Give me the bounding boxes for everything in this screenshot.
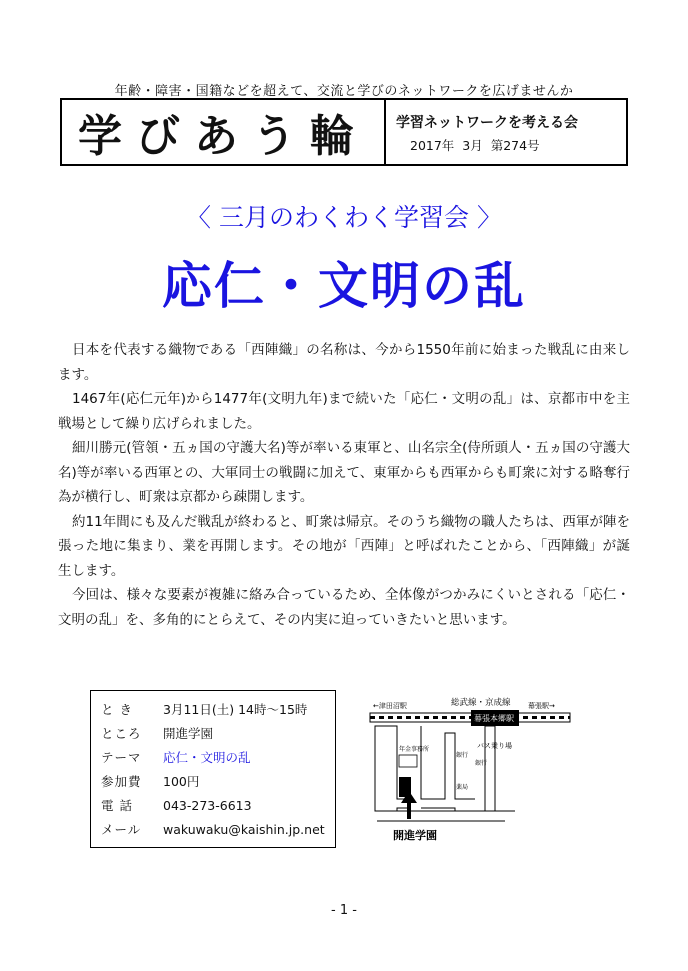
- info-label: 参加費: [101, 774, 142, 789]
- line-name-label: 総武線・京成線: [451, 698, 511, 708]
- pension-office: [399, 755, 417, 767]
- issue-line: 2017年 3月 第274号: [410, 138, 540, 153]
- info-label: テーマ: [101, 750, 142, 765]
- info-value: 応仁・文明の乱: [163, 750, 251, 765]
- event-info-box: [90, 690, 336, 848]
- info-row-place: [101, 721, 335, 745]
- info-row-theme: [101, 745, 335, 769]
- pension-office-label: 年金事務所: [399, 746, 430, 753]
- bank-label: 銀行: [456, 752, 469, 759]
- paragraph: 細川勝元(管領・五ヵ国の守護大名)等が率いる東軍と、山名宗全(侍所頭人・五ヵ国の守護大名)等が率いる西軍との、大軍同士の戦闘に加えて、東軍からも西軍からも町衆に対する略奪行為が横行し、町衆は京都から疎開します。: [58, 440, 630, 505]
- info-value: 開進学園: [163, 726, 214, 741]
- destination-label: 開進学園: [393, 829, 437, 842]
- event-subtitle: 〈 三月のわくわく学習会 〉: [186, 203, 502, 232]
- info-value: 100円: [163, 774, 200, 789]
- event-title: 応仁・文明の乱: [162, 257, 526, 315]
- info-row-date: [101, 697, 335, 721]
- paragraph: 約11年間にも及んだ戦乱が終わると、町衆は帰京。そのうち織物の職人たちは、西軍が陣を張った地に集まり、業を再開します。その地が「西陣」と呼ばれたことから、「西陣織」が誕生します。: [58, 513, 630, 579]
- info-value: 3月11日(土) 14時～15時: [163, 702, 308, 717]
- road-outline: [375, 726, 409, 811]
- publisher-info: [386, 100, 626, 164]
- info-value: wakuwaku@kaishin.jp.net: [163, 821, 325, 837]
- station-right-label: 幕張駅→: [528, 702, 555, 710]
- road-outline: [377, 811, 515, 821]
- page-number: - 1 -: [331, 903, 357, 918]
- station-left-label: ←津田沼駅: [373, 702, 407, 710]
- main-station-label: 幕張本郷駅: [474, 714, 514, 723]
- bank-label: 銀行: [475, 760, 488, 767]
- paragraph: 日本を代表する織物である「西陣織」の名称は、今から1550年前に始まった戦乱に由来します。: [58, 342, 630, 383]
- pharmacy-label: 薬局: [456, 784, 469, 791]
- info-label: メール: [101, 822, 142, 837]
- road-outline: [421, 726, 515, 811]
- bus-stop-label: バス乗り場: [477, 742, 512, 750]
- masthead: [60, 98, 628, 166]
- info-row-phone: [101, 793, 335, 817]
- organization-name: 学習ネットワークを考える会: [396, 115, 578, 131]
- paragraph: 今回は、様々な要素が複雑に絡み合っているため、全体像がつかみにくいとされる「応仁・文明の乱」を、多角的にとらえて、その内実に迫っていきたいと思います。: [58, 587, 630, 628]
- info-row-email: [101, 817, 335, 841]
- newsletter-logo: 学びあう輪: [62, 100, 386, 164]
- info-value: 043-273-6613: [163, 797, 252, 813]
- info-row-fee: [101, 769, 335, 793]
- paragraph: 1467年(応仁元年)から1477年(文明九年)まで続いた「応仁・文明の乱」は、京都市中を主戦場として繰り広げられました。: [58, 391, 630, 432]
- article-body: [58, 338, 630, 632]
- info-label: ところ: [101, 726, 142, 741]
- info-label: と き: [101, 702, 133, 717]
- info-label: 電 話: [101, 798, 133, 813]
- access-map: [365, 693, 575, 845]
- tagline: 年齢・障害・国籍などを超えて、交流と学びのネットワークを広げませんか: [114, 84, 574, 99]
